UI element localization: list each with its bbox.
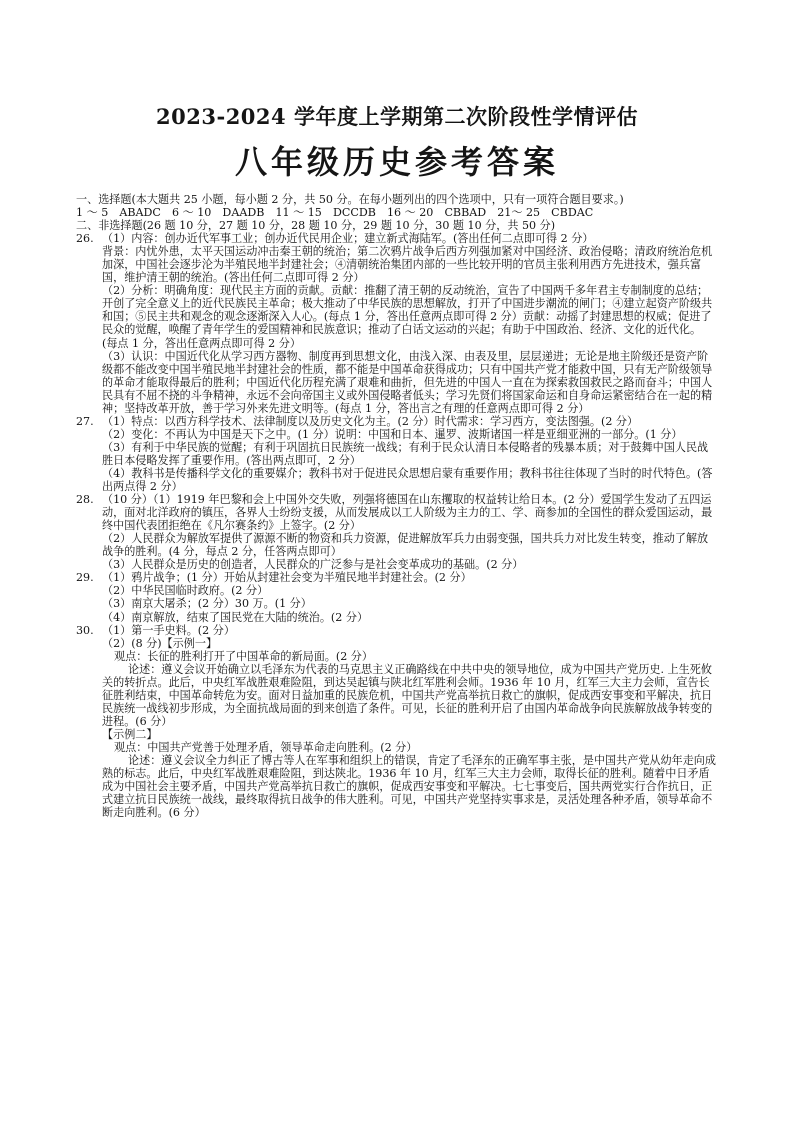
answer-text: （1）内容：创办近代军事工业；创办近代民用企业；建立新式海陆军。(答出任何二点即可得 2 分）: [102, 232, 594, 246]
page-title: 2023-2024 学年度上学期第二次阶段性学情评估: [156, 104, 638, 129]
answer-text: （1）第一手史料。(2 分）: [102, 623, 235, 637]
question-28-part-3: （3）人民群众是历史的创造者，人民群众的广泛参与是社会变革成功的基础。(2 分）: [102, 558, 524, 572]
section-1-heading: 一、选择题(本大题共 25 小题，每小题 2 分，共 50 分。在每小题列出的四个选项中，只有一项符合题目要求。): [76, 193, 624, 206]
example-2-viewpoint: 观点：中国共产党善于处理矛盾，领导革命走向胜利。(2 分）: [114, 740, 418, 754]
question-29-part-3: （3）南京大屠杀；(2 分）30 万。(1 分）: [102, 597, 312, 611]
question-28-part-1: [76, 493, 716, 532]
answer-text: （10 分）（1）1919 年巴黎和会上中国外交失败，列强将德国在山东攫取的权益转让给日本。(2 分）爱国学生发动了五四运动，面对北洋政府的镇压，各界人士纷纷支援，从而发展成以工人阶级为主力的工、学、商参加的全国性的群众爱国运动，最终中国代表团拒绝在《凡尔赛条约》上签字。(2 分）: [102, 493, 713, 533]
question-29-part-4: （4）南京解放，结束了国民党在大陆的统治。(2 分）: [102, 610, 369, 624]
question-number: 30.: [76, 623, 94, 637]
question-27-part-4: （4）教科书是传播科学文化的重要媒介；教科书对于促进民众思想启蒙有重要作用；教科书往往体现了当时的时代特色。(答出两点得 2 分）: [102, 466, 713, 494]
question-29-part-2: （2）中华民国临时政府。(2 分）: [102, 584, 269, 598]
example-2-argument: 论述：遵义会议全力纠正了博古等人在军事和组织上的错误，肯定了毛泽东的正确军事主张，是中国共产党从幼年走向成熟的标志。此后，中央红军战胜艰难险阻，到达陕北。1936 年 10 月，红军三大主力会师，取得长征的胜利。随着中日矛盾成为中国社会主要矛盾，中国共产党高举抗日救亡的旗帜，促成西安事变和平解决。七七事变后，国共两党实行合作抗日，正式建立抗日民族统一战线，最终取得抗日战争的伟大胜利。可见，中国共产党坚持实事求是，灵活处理各种矛盾，领导革命不断走向胜利。(6 分）: [102, 754, 716, 820]
question-28-part-2: （2）人民群众为解放军提供了源源不断的物资和兵力资源，促进解放军兵力由弱变强，国共兵力对比发生转变，推动了解放战争的胜利。(4 分，每点 2 分，任答两点即可）: [102, 532, 709, 559]
example-1-argument: 论述：遵义会议开始确立以毛泽东为代表的马克思主义正确路线在中共中央的领导地位，成为中国共产党历史. 上生死攸关的转折点。此后，中央红军战胜艰难险阻，到达吴起镇与陕北红军胜利会师。1936 年 10 月，红军三大主力会师，宣告长征胜利结束，中国革命转危为安。面对日益加重的民族危机，中国共产党高举抗日救亡的旗帜，促成西安事变和平解决，抗日民族统一战线初步形成，为全面抗战局面的到来创造了条件。可见，长征的胜利开启了由国内革命战争向民族解放战争转变的进程。(6 分）: [102, 662, 713, 728]
answer-text: （1）特点：以西方科学技术、法律制度以及历史文化为主。(2 分）时代需求：学习西方，变法图强。(2 分）: [102, 414, 639, 428]
answer-text: （1）鸦片战争；(1 分）开始从封建社会变为半殖民地半封建社会。(2 分）: [102, 571, 472, 585]
question-26-part-3: （3）认识：中国近代化从学习西方器物、制度再到思想文化，由浅入深、由表及里，层层递进；无论是地主阶级还是资产阶级都不能改变中国半殖民地半封建社会的性质，都不能是中国革命获得成功；只有中国共产党才能救中国，只有无产阶级领导的革命才能取得最后的胜利；中国近代化历程充满了艰难和曲折，但先进的中国人一直在为探索救国救民之路而奋斗；中国人民具有不屈不挠的斗争精神，永远不会向帝国主义或外国侵略者低头；学习先贤们将国家命运和自身命运紧密结合在一起的精神；坚持改革开放，善于学习外来先进文明等。(每点 1 分，答出言之有理的任意两点即可得 2 分）: [102, 349, 713, 415]
answer-body: [76, 193, 716, 819]
question-26-background: 背景：内忧外患，太平天国运动冲击秦王朝的统治；第二次鸦片战争后西方列强加紧对中国经济、政治侵略；清政府统治危机加深，中国社会逐步沦为半殖民地半封建社会；④清朝统治集团内部的一些比较开明的官员主张利用西方先进技术，强兵富国，维护清王朝的统治。(答出任何二点即可得 2 分）: [102, 245, 713, 285]
question-29-part-1: [76, 571, 716, 584]
question-26-part-1: [76, 232, 716, 245]
question-30-part-1: [76, 624, 716, 637]
question-number: 29.: [76, 571, 94, 585]
page-subtitle: 八年级历史参考答案: [234, 143, 559, 181]
question-27-part-1: [76, 415, 716, 428]
example-2-title: 【示例二】: [102, 727, 158, 741]
question-number: 27.: [76, 414, 94, 428]
question-26-part-2: （2）分析：明确角度：现代民主方面的贡献。贡献：推翻了清王朝的反动统治，宣告了中国两千多年君主专制制度的总结；开创了完全意义上的近代民族民主革命；极大推动了中华民族的思想解放，打开了中国进步潮流的闸门；④建立起资产阶级共和国；⑤民主共和观念的观念逐渐深入人心。(每点 1 分，答出任意两点即可得 2 分）贡献：动摇了封建思想的权威；促进了民众的觉醒，唤醒了青年学生的爱国精神和民族意识；推动了白话文运动的兴起；有助于中国政治、经济、文化的近代化。(每点 1 分，答出任意两点即可得 2 分）: [102, 284, 713, 350]
question-number: 26.: [76, 232, 94, 246]
question-number: 28.: [76, 493, 94, 507]
question-30-part-2: （2）(8 分)【示例一】: [102, 636, 218, 650]
example-1-viewpoint: 观点：长征的胜利打开了中国革命的新局面。(2 分）: [114, 649, 373, 663]
section-2-heading: 二、非选择题(26 题 10 分，27 题 10 分，28 题 10 分，29 题 10 分，30 题 10 分，共 50 分): [76, 219, 556, 233]
question-27-part-2: （2）变化：不再认为中国是天下之中。(1 分）说明：中国和日本、暹罗、波斯诸国一样是亚细亚洲的一部分。(1 分）: [102, 427, 683, 441]
section-1-answers: 1 ～ 5 ABADC 6 ～ 10 DAADB 11 ～ 15 DCCDB 16 ～ 20 CBBAD 21～ 25 CBDAC: [76, 206, 594, 220]
question-27-part-3: （3）有利于中华民族的觉醒；有利于巩固抗日民族统一战线；有利于民众认清日本侵略者的残暴本质；对于鼓舞中国人民战胜日本侵略发挥了重要作用。(答出两点即可，2 分）: [102, 440, 709, 467]
